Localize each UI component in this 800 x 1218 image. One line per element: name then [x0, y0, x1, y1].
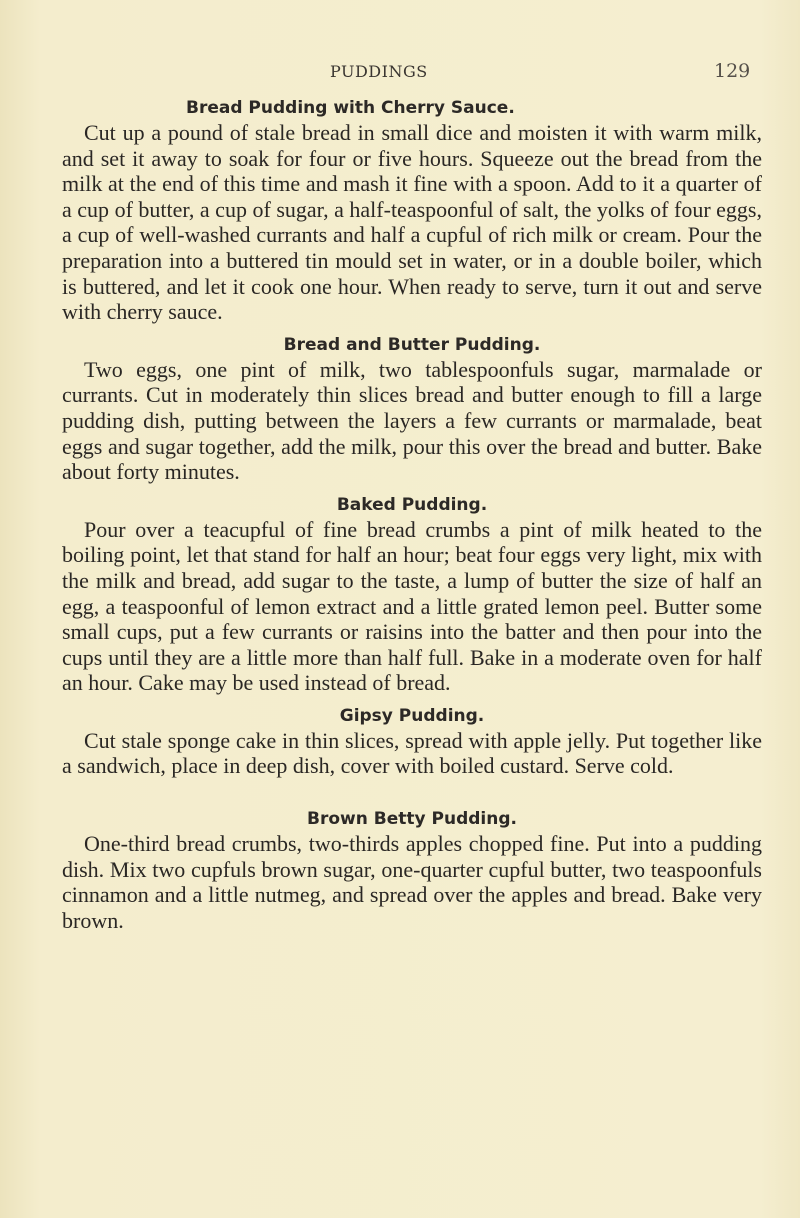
recipe-title: Bread and Butter Pudding.: [283, 334, 541, 355]
recipe-title: Gipsy Pudding.: [339, 705, 485, 726]
recipe-bread-and-butter-pudding: [62, 329, 762, 485]
recipe-text: Cut up a pound of stale bread in small dice and moisten it with warm milk, and set it away to soak for four or five hours. Squeeze out the bread from the milk at the end of this time and mash it fine with a spoon. Add to it a quarter of a cup of butter, a cup of sugar, a half-teaspoonful of salt, the yolks of four eggs, a cup of well-washed currants and half a cupful of rich milk or cream. Pour the preparation into a buttered tin mould set in water, or in a double boiler, which is buttered, and let it cook one hour. When ready to serve, turn it out and serve with cherry sauce.: [62, 120, 762, 325]
recipe-baked-pudding: [62, 489, 762, 696]
page-number: 129: [714, 60, 751, 82]
recipe-text: Two eggs, one pint of milk, two tablespoonfuls sugar, marmalade or currants. Cut in moderately thin slices bread and butter enough to fill a large pudding dish, putting between the layers a few currants or marmalade, beat eggs and sugar together, add the milk, pour this over the bread and butter. Bake about forty minutes.: [62, 356, 762, 485]
recipe-title: Baked Pudding.: [336, 494, 488, 515]
running-header: [0, 60, 800, 86]
recipe-title: Bread Pudding with Cherry Sauce.: [186, 98, 515, 118]
recipe-brown-betty-pudding: [62, 783, 762, 933]
recipe-bread-pudding-cherry-sauce: [62, 92, 762, 325]
page-content: [62, 92, 762, 937]
recipe-text: Cut stale sponge cake in thin slices, spread with apple jelly. Put together like a sandwich, place in deep dish, cover with boiled custard. Serve cold.: [62, 727, 762, 779]
recipe-title: Brown Betty Pudding.: [307, 809, 517, 830]
recipe-text: Pour over a teacupful of fine bread crumbs a pint of milk heated to the boiling point, let that stand for half an hour; beat four eggs very light, mix with the milk and bread, add sugar to the taste, a lump of butter the size of half an egg, a teaspoonful of lemon extract and a little grated lemon peel. Butter some small cups, put a few currants or raisins into the batter and then pour into the cups until they are a little more than half full. Bake in a moderate oven for half an hour. Cake may be used instead of bread.: [62, 516, 762, 696]
recipe-gipsy-pudding: [62, 700, 762, 779]
running-title: PUDDINGS: [330, 62, 428, 81]
recipe-text: One-third bread crumbs, two-thirds apples chopped fine. Put into a pudding dish. Mix two cupfuls brown sugar, one-quarter cupful butter, two teaspoonfuls cinnamon and a little nutmeg, and spread over the apples and bread. Bake very brown.: [62, 831, 762, 933]
